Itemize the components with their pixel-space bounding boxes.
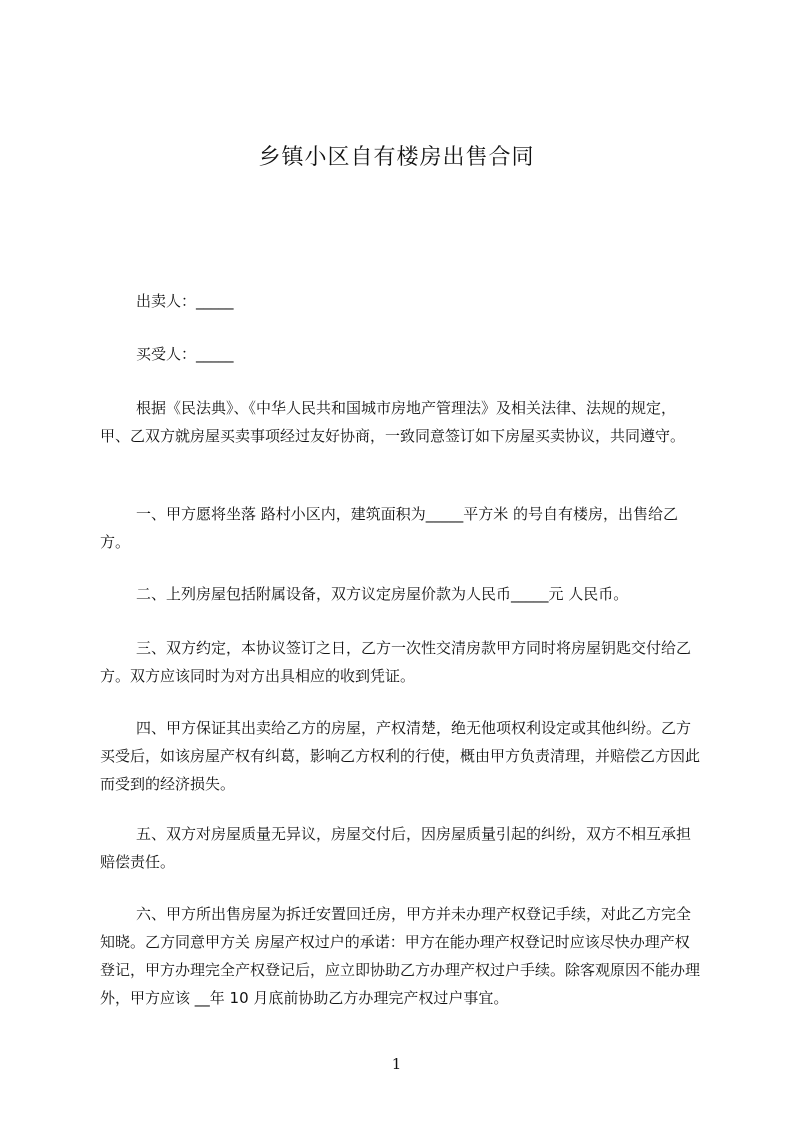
buyer-line: 买受人：_____ bbox=[136, 345, 234, 363]
clause-3-paragraph: 三、双方约定，本协议签订之日，乙方一次性交清房款甲方同时将房屋钥匙交付给乙方。双方应该同时为对方出具相应的收到凭证。 bbox=[100, 639, 692, 685]
clause-5-paragraph: 五、双方对房屋质量无异议，房屋交付后，因房屋质量引起的纠纷，双方不相互承担赔偿责任。 bbox=[100, 825, 692, 871]
clause-1-paragraph: 一、甲方愿将坐落 路村小区内，建筑面积为_____平方米 的号自有楼房，出售给乙方。 bbox=[100, 505, 679, 551]
seller-line: 出卖人：_____ bbox=[136, 292, 234, 310]
page-number: 1 bbox=[391, 1055, 402, 1073]
document-title: 乡镇小区自有楼房出售合同 bbox=[258, 145, 535, 170]
clause-2-paragraph: 二、上列房屋包括附属设备，双方议定房屋价款为人民币_____元 人民币。 bbox=[136, 585, 629, 603]
clause-4-paragraph: 四、甲方保证其出卖给乙方的房屋，产权清楚，绝无他项权利设定或其他纠纷。乙方买受后，如该房屋产权有纠葛，影响乙方权利的行使，概由甲方负责清理，并赔偿乙方因此而受到的经济损失。 bbox=[100, 719, 701, 793]
preamble-paragraph: 根据《民法典》、《中华人民共和国城市房地产管理法》及相关法律、法规的规定，甲、乙双方就房屋买卖事项经过友好协商，一致同意签订如下房屋买卖协议，共同遵守。 bbox=[100, 399, 686, 445]
clause-6-paragraph: 六、甲方所出售房屋为拆迁安置回迁房，甲方并未办理产权登记手续，对此乙方完全知晓。乙方同意甲方关 房屋产权过户的承诺：甲方在能办理产权登记时应该尽快办理产权登记，甲方办理完全产权登记后，应立即协助乙方办理产权过户手续。除客观原因不能办理外，甲方应该 __年 10 月底前协助乙方办理完产权过户事宜。 bbox=[100, 905, 701, 1007]
